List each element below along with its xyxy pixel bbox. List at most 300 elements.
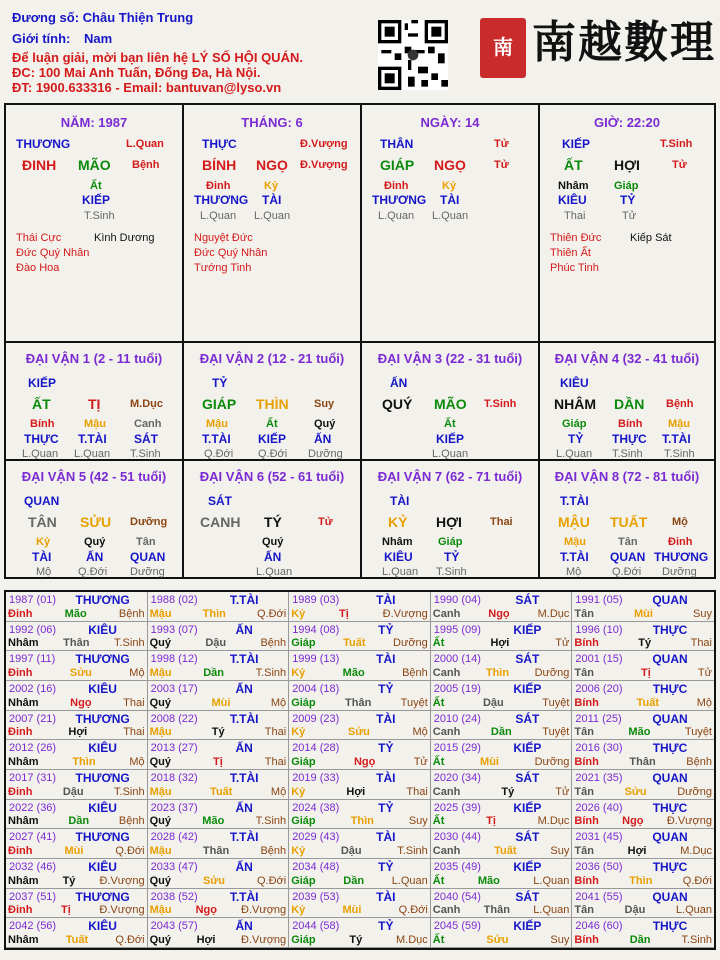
pillar-title: NGÀY: 14 xyxy=(420,115,480,130)
annual-god: THỰC xyxy=(652,681,688,696)
annual-can: Canh xyxy=(432,726,461,739)
pillar-stage: Tử xyxy=(672,159,687,171)
annual-god: ẤN xyxy=(235,919,253,934)
pillar-month xyxy=(182,103,362,343)
annual-stage: Q.Đới xyxy=(398,904,428,917)
annual-can: Ất xyxy=(432,933,445,946)
annual-year: 2033 (47) xyxy=(150,860,198,873)
annual-can: Đinh xyxy=(8,726,33,739)
dv-hidden-stage: L.Quan xyxy=(432,448,469,460)
annual-god: KIÊU xyxy=(88,622,117,637)
annual-stage: Thai xyxy=(406,785,428,798)
annual-stage: Suy xyxy=(550,933,570,946)
annual-cell xyxy=(431,622,573,652)
annual-god: TÀI xyxy=(376,770,396,785)
annual-chi: Tị xyxy=(61,904,71,917)
annual-year: 2042 (56) xyxy=(9,920,57,933)
dv-stage: Mộ xyxy=(672,516,688,528)
annual-chi: Mùi xyxy=(64,844,84,857)
annual-year: 1994 (08) xyxy=(292,623,340,636)
dv-hidden-stage: Q.Đới xyxy=(78,566,108,578)
annual-god: THƯƠNG xyxy=(75,770,130,785)
annual-row xyxy=(291,608,428,620)
annual-can: Giáp xyxy=(291,755,316,768)
annual-chi: Mão xyxy=(342,666,365,679)
annual-row xyxy=(8,637,145,649)
dv-hidden-stage: T.Sinh xyxy=(436,566,467,578)
annual-row xyxy=(433,904,570,916)
annual-chi: Mùi xyxy=(480,755,499,768)
star-1b: Kình Dương xyxy=(94,232,155,244)
annual-row xyxy=(8,608,145,620)
hidden-stage: L.Quan xyxy=(378,210,415,222)
dv-hidden-god: TỶ xyxy=(568,432,584,446)
gender-label: Giới tính: xyxy=(12,31,71,46)
annual-stage: Đ.Vượng xyxy=(241,904,287,917)
dv-chi: TỊ xyxy=(88,396,101,412)
dv-title: ĐẠI VẬN 6 (52 - 61 tuổi) xyxy=(199,469,345,484)
annual-year: 2015 (29) xyxy=(433,742,481,755)
annual-row xyxy=(433,608,570,620)
annual-can: Canh xyxy=(432,666,461,679)
annual-god: T.TÀI xyxy=(229,830,259,845)
annual-chi: Tị xyxy=(486,815,496,828)
annual-row xyxy=(291,845,428,857)
dv-hidden: Ất xyxy=(266,418,278,430)
annual-stage: T.Sinh xyxy=(681,933,712,946)
annual-can: Đinh xyxy=(8,904,33,917)
annual-cell xyxy=(572,859,714,889)
annual-god: KIẾP xyxy=(513,622,542,637)
annual-can: Ất xyxy=(432,696,445,709)
annual-god: T.TÀI xyxy=(229,711,259,726)
annual-cell xyxy=(6,770,148,800)
annual-cell xyxy=(431,800,573,830)
annual-cell xyxy=(431,918,573,948)
annual-can: Quý xyxy=(149,696,171,709)
dv-god: KIẾP xyxy=(28,376,57,390)
annual-can: Giáp xyxy=(291,815,316,828)
annual-cell xyxy=(431,889,573,919)
annual-chi: Ngọ xyxy=(488,607,510,620)
dai-van-1 xyxy=(4,341,184,461)
hidden-stem: Đinh xyxy=(384,180,409,192)
annual-chi: Dần xyxy=(343,874,365,887)
annual-row xyxy=(574,904,712,916)
annual-god: T.TÀI xyxy=(229,889,259,904)
annual-chi: Hợi xyxy=(627,844,647,857)
annual-god: KIẾP xyxy=(513,800,542,815)
annual-god: T.TÀI xyxy=(229,652,259,667)
annual-chi: Tuất xyxy=(343,637,366,650)
gender-value: Nam xyxy=(83,31,113,46)
annual-chi: Thìn xyxy=(629,874,653,887)
annual-can: Kỷ xyxy=(291,844,306,857)
star-2: Thiên Ất xyxy=(550,247,591,259)
annual-row xyxy=(8,815,145,827)
annual-cell xyxy=(572,770,714,800)
hidden-god: KIÊU xyxy=(558,193,587,207)
annual-can: Quý xyxy=(149,933,171,946)
annual-year: 1992 (06) xyxy=(9,623,57,636)
annual-row xyxy=(150,845,287,857)
annual-cell xyxy=(572,800,714,830)
annual-can: Mậu xyxy=(149,785,172,798)
dv-hidden: Mậu xyxy=(564,536,586,548)
annual-god: THỰC xyxy=(652,800,688,815)
dv-hidden-god: ẤN xyxy=(314,432,332,446)
pillar-title: GIỜ: 22:20 xyxy=(593,115,660,130)
annual-cell xyxy=(289,859,431,889)
dv-hidden: Mậu xyxy=(668,418,690,430)
annual-row xyxy=(8,904,145,916)
annual-chi: Dậu xyxy=(205,637,227,650)
dai-van-2 xyxy=(182,341,362,461)
annual-can: Mậu xyxy=(149,607,172,620)
annual-row xyxy=(8,697,145,709)
annual-row xyxy=(291,815,428,827)
annual-can: Nhâm xyxy=(8,933,39,946)
annual-row xyxy=(433,697,570,709)
annual-chi: Tý xyxy=(62,874,76,887)
hidden-stage: Tử xyxy=(622,210,637,222)
annual-row xyxy=(291,726,428,738)
annual-chi: Thân xyxy=(629,755,656,768)
phone-email[interactable]: ĐT: 1900.633316 - Email: bantuvan@lyso.vn xyxy=(12,80,282,95)
annual-god: SÁT xyxy=(515,652,540,667)
dv-hidden: Bính xyxy=(30,418,55,430)
annual-year: 2002 (16) xyxy=(9,682,57,695)
annual-cell xyxy=(6,622,148,652)
annual-god: ẤN xyxy=(235,859,253,874)
pillar-hour xyxy=(538,103,716,343)
qr-code-icon[interactable] xyxy=(378,20,448,90)
annual-stage: L.Quan xyxy=(533,874,570,887)
annual-can: Tân xyxy=(574,904,594,917)
dv-stage: T.Sinh xyxy=(484,398,517,410)
hidden-god: TÀI xyxy=(440,193,460,207)
annual-year: 1987 (01) xyxy=(9,594,57,606)
annual-row xyxy=(433,934,570,946)
annual-year: 1995 (09) xyxy=(433,623,481,636)
annual-god: SÁT xyxy=(515,830,540,845)
annual-cell xyxy=(289,711,431,741)
annual-chi: Thân xyxy=(202,844,230,857)
annual-row xyxy=(433,815,570,827)
hidden-god: KIẾP xyxy=(82,193,111,207)
annual-stage: M.Dục xyxy=(537,607,570,620)
dai-van-5 xyxy=(4,459,184,579)
annual-row xyxy=(433,786,570,798)
annual-chi: Tị xyxy=(339,607,349,620)
annual-can: Tân xyxy=(574,666,594,679)
annual-cell xyxy=(289,740,431,770)
star-3: Phúc Tinh xyxy=(550,262,599,274)
annual-chi: Tuất xyxy=(65,933,89,946)
annual-cell xyxy=(6,829,148,859)
pillar-stage: Đ.Vượng xyxy=(300,159,348,171)
dv-title: ĐẠI VẬN 1 (2 - 11 tuổi) xyxy=(25,351,163,366)
dv-god: TÀI xyxy=(390,494,410,508)
dv-hidden-god: ẤN xyxy=(264,550,282,564)
annual-chi: Thìn xyxy=(72,755,96,768)
annual-row xyxy=(150,875,287,887)
annual-cell xyxy=(431,711,573,741)
annual-year: 2044 (58) xyxy=(292,920,340,933)
annual-stage: Q.Đới xyxy=(682,874,712,887)
dv-hidden-god: KIẾP xyxy=(258,432,287,446)
annual-cell xyxy=(572,740,714,770)
annual-stage: Mộ xyxy=(270,785,287,798)
annual-year: 2039 (53) xyxy=(292,890,340,903)
annual-can: Đinh xyxy=(8,844,33,857)
annual-year: 1996 (10) xyxy=(575,623,623,636)
annual-god: TÀI xyxy=(376,711,396,726)
annual-cell xyxy=(431,592,573,622)
annual-row xyxy=(150,815,287,827)
annual-can: Kỷ xyxy=(291,666,306,679)
annual-can: Bính xyxy=(574,933,599,946)
annual-can: Giáp xyxy=(291,696,316,709)
annual-cell xyxy=(572,889,714,919)
annual-can: Bính xyxy=(574,815,599,828)
annual-can: Bính xyxy=(574,696,599,709)
pillar-god-stage: Tử xyxy=(494,138,509,150)
annual-row xyxy=(8,756,145,768)
annual-stage: Bệnh xyxy=(260,844,287,857)
hidden-stem: Ất xyxy=(90,180,102,192)
annual-year: 2041 (55) xyxy=(575,890,623,903)
annual-can: Ất xyxy=(432,815,445,828)
annual-year: 2018 (32) xyxy=(150,771,198,784)
dv-title: ĐẠI VẬN 3 (22 - 31 tuổi) xyxy=(377,351,523,366)
annual-cell xyxy=(289,651,431,681)
dv-chi: DẦN xyxy=(614,396,645,412)
annual-can: Mậu xyxy=(149,844,172,857)
annual-stage: Thai xyxy=(264,726,287,739)
annual-can: Canh xyxy=(432,607,461,620)
annual-chi: Thân xyxy=(345,696,372,709)
hidden-stage: Thai xyxy=(564,210,586,222)
annual-chi: Sửu xyxy=(69,666,92,679)
annual-stage: T.Sinh xyxy=(114,785,145,798)
dv-chi: TUẤT xyxy=(610,514,648,530)
dv-hidden: Tân xyxy=(136,536,156,548)
contact-invite: Để luận giải, mời bạn liên hệ LÝ SỐ HỘI QUÁN. xyxy=(12,50,303,65)
dv-hidden-stage: L.Quan xyxy=(256,566,293,578)
dv-chi: THÌN xyxy=(256,396,289,412)
annual-cell xyxy=(148,859,290,889)
dv-hidden: Quý xyxy=(262,536,284,548)
annual-god: TỶ xyxy=(378,741,394,756)
pillar-god: THỰC xyxy=(202,137,237,151)
dv-hidden: Ất xyxy=(444,418,456,430)
annual-year: 1999 (13) xyxy=(292,653,340,666)
annual-year: 2011 (25) xyxy=(575,712,622,725)
dv-can: TÂN xyxy=(28,514,57,530)
annual-can: Giáp xyxy=(291,874,316,887)
annual-chi: Sửu xyxy=(347,726,370,739)
annual-row xyxy=(433,637,570,649)
annual-chi: Dậu xyxy=(62,785,84,798)
annual-year: 2032 (46) xyxy=(9,860,57,873)
annual-stage: Bệnh xyxy=(118,607,145,620)
annual-god: KIẾP xyxy=(513,741,542,756)
annual-can: Ất xyxy=(432,637,445,650)
annual-can: Quý xyxy=(149,637,171,650)
pillar-chi: NGỌ xyxy=(434,157,466,173)
annual-cell xyxy=(572,711,714,741)
annual-cell xyxy=(148,770,290,800)
annual-row xyxy=(291,934,428,946)
annual-row xyxy=(574,667,712,679)
dv-stage: Dưỡng xyxy=(130,516,168,528)
annual-year: 2008 (22) xyxy=(150,712,198,725)
annual-year: 2043 (57) xyxy=(150,920,198,933)
annual-year: 2028 (42) xyxy=(150,831,198,844)
annual-can: Bính xyxy=(574,637,599,650)
annual-year: 1988 (02) xyxy=(150,594,198,606)
annual-year: 2016 (30) xyxy=(575,742,623,755)
annual-year: 2013 (27) xyxy=(150,742,198,755)
annual-chi: Mùi xyxy=(211,696,231,709)
annual-year: 2030 (44) xyxy=(433,831,481,844)
address: ĐC: 100 Mai Anh Tuấn, Đống Đa, Hà Nội. xyxy=(12,65,261,80)
dv-hidden-stage: Q.Đới xyxy=(258,448,288,460)
annual-can: Mậu xyxy=(149,666,172,679)
dv-stage: M.Dục xyxy=(130,398,163,410)
annual-row xyxy=(574,726,712,738)
annual-chi: Tuất xyxy=(636,696,659,709)
annual-cell xyxy=(148,592,290,622)
annual-stage: Tuyệt xyxy=(542,726,570,739)
annual-god: ẤN xyxy=(235,681,253,696)
dv-can: MẬU xyxy=(558,514,590,530)
hidden-stage: L.Quan xyxy=(432,210,469,222)
annual-god: QUAN xyxy=(652,711,688,726)
annual-god: QUAN xyxy=(652,593,688,607)
annual-row xyxy=(150,904,287,916)
dai-van-7 xyxy=(360,459,540,579)
dv-hidden-stage: L.Quan xyxy=(382,566,419,578)
annual-stage: Thai xyxy=(123,696,145,709)
annual-can: Canh xyxy=(432,844,461,857)
dv-hidden-god: QUAN xyxy=(130,550,166,564)
dv-hidden-god: T.TÀI xyxy=(78,432,107,446)
annual-stage: Dưỡng xyxy=(677,785,712,798)
dv-hidden: Đinh xyxy=(668,536,693,548)
dv-hidden: Tân xyxy=(618,536,638,548)
annual-god: TÀI xyxy=(376,830,396,845)
annual-stage: Đ.Vượng xyxy=(99,904,145,917)
annual-chi: Thìn xyxy=(202,607,226,620)
annual-can: Kỷ xyxy=(291,607,306,620)
annual-row xyxy=(150,697,287,709)
annual-row xyxy=(291,667,428,679)
dv-hidden-stage: L.Quan xyxy=(556,448,593,460)
annual-year: 1990 (04) xyxy=(433,594,481,606)
dv-hidden: Giáp xyxy=(438,536,463,548)
annual-year: 2023 (37) xyxy=(150,801,198,814)
annual-row xyxy=(433,756,570,768)
annual-cell xyxy=(289,681,431,711)
dv-hidden-god: T.TÀI xyxy=(662,432,691,446)
annual-chi: Hợi xyxy=(196,933,216,946)
annual-row xyxy=(574,934,712,946)
dv-hidden-stage: T.Sinh xyxy=(612,448,643,460)
annual-chi: Sửu xyxy=(624,785,647,798)
annual-year: 1997 (11) xyxy=(9,653,56,666)
dv-hidden-god: THỰC xyxy=(612,432,647,446)
annual-cell xyxy=(148,800,290,830)
annual-god: QUAN xyxy=(652,889,688,904)
annual-row xyxy=(574,637,712,649)
annual-stage: L.Quan xyxy=(675,904,712,917)
dv-title: ĐẠI VẬN 2 (12 - 21 tuổi) xyxy=(199,351,345,366)
annual-row xyxy=(8,845,145,857)
dv-hidden-stage: L.Quan xyxy=(74,448,111,460)
annual-chi: Tuất xyxy=(494,844,517,857)
pillar-title: THÁNG: 6 xyxy=(241,115,303,130)
dv-god: QUAN xyxy=(24,494,60,508)
annual-table xyxy=(4,590,716,950)
hidden-god: THƯƠNG xyxy=(372,193,427,207)
annual-god: ẤN xyxy=(235,741,253,756)
annual-chi: Ngọ xyxy=(353,755,376,768)
pillar-god: KIẾP xyxy=(562,137,591,151)
pillar-can: ĐINH xyxy=(22,157,57,173)
annual-chi: Dần xyxy=(203,666,224,679)
annual-stage: Đ.Vượng xyxy=(382,607,428,620)
star-3: Tướng Tinh xyxy=(194,262,252,274)
annual-cell xyxy=(572,651,714,681)
annual-chi: Mùi xyxy=(342,904,362,917)
annual-stage: Tuyệt xyxy=(400,696,428,709)
annual-year: 2000 (14) xyxy=(433,653,481,666)
annual-can: Nhâm xyxy=(8,755,39,768)
dv-hidden-god: KIẾP xyxy=(436,432,465,446)
pillar-god-stage: L.Quan xyxy=(126,138,164,150)
annual-god: THƯƠNG xyxy=(75,593,130,607)
annual-can: Quý xyxy=(149,755,171,768)
annual-year: 2012 (26) xyxy=(9,742,57,755)
annual-year: 2006 (20) xyxy=(575,682,623,695)
annual-can: Nhâm xyxy=(8,637,39,650)
dv-hidden: Quý xyxy=(314,418,336,430)
annual-row xyxy=(291,786,428,798)
dv-stage: Bệnh xyxy=(666,398,694,410)
annual-god: KIÊU xyxy=(88,919,117,934)
dv-hidden-god: KIÊU xyxy=(384,550,413,564)
annual-cell xyxy=(148,651,290,681)
brand-logo: 南越數理 xyxy=(532,17,716,68)
annual-can: Tân xyxy=(574,726,594,739)
dv-hidden: Giáp xyxy=(562,418,587,430)
annual-row xyxy=(291,637,428,649)
annual-god: TÀI xyxy=(376,652,396,667)
pillar-can: ẤT xyxy=(564,157,583,173)
annual-row xyxy=(574,815,712,827)
annual-year: 2020 (34) xyxy=(433,771,481,784)
annual-chi: Sửu xyxy=(486,933,509,946)
annual-god: ẤN xyxy=(235,622,253,637)
annual-stage: Q.Đới xyxy=(256,874,287,887)
annual-can: Kỷ xyxy=(291,785,306,798)
annual-stage: Tử xyxy=(697,666,712,679)
annual-cell xyxy=(431,770,573,800)
annual-god: ẤN xyxy=(235,800,253,815)
annual-can: Đinh xyxy=(8,785,33,798)
